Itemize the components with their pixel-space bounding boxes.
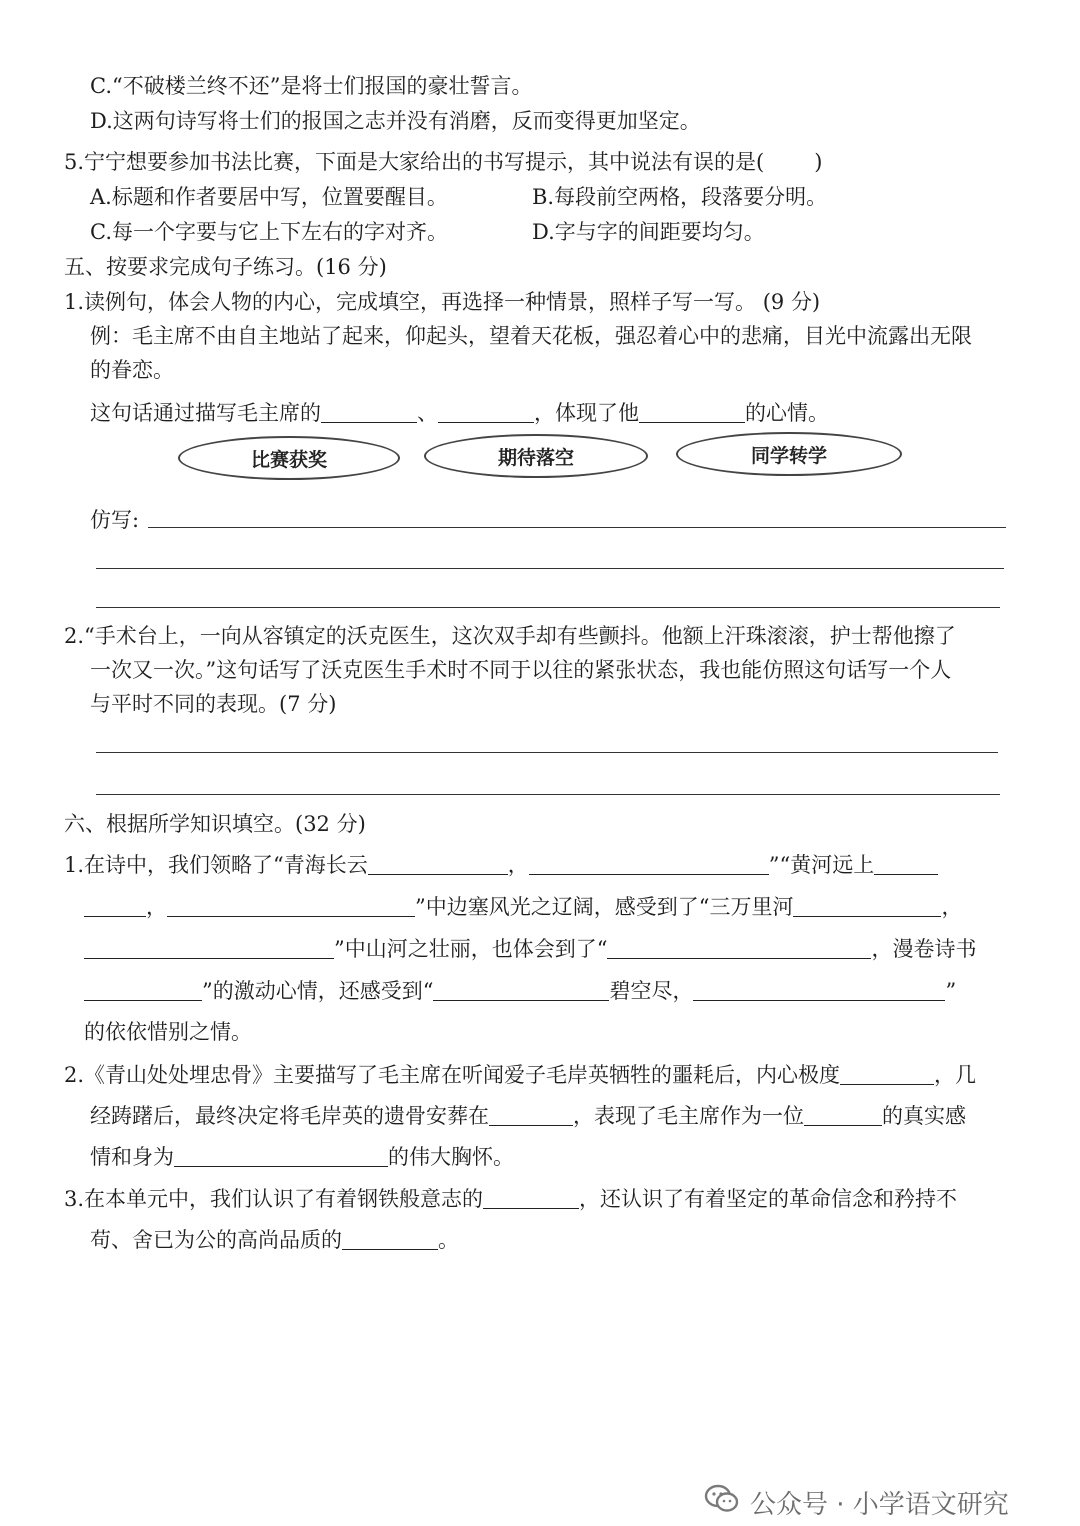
q5-option-c: C.每一个字要与它上下左右的字对齐。 [90, 220, 448, 244]
s6-q1-line3 [84, 934, 976, 963]
s6-q2-text-b: ，几 [934, 1063, 977, 1087]
answer-line-1[interactable] [96, 752, 998, 753]
s6-q3-line2 [90, 1225, 459, 1254]
s6-q3-text-c: 苟、舍已为公的高尚品质的 [90, 1228, 342, 1252]
imitate-line-1[interactable] [148, 527, 1006, 528]
s6-q1-text-h: ，漫卷诗书 [871, 937, 977, 961]
fill-blank-2[interactable] [438, 398, 534, 423]
s6-q2-line2 [90, 1101, 966, 1130]
s5-q1-example-line2: 的眷恋。 [90, 358, 174, 382]
s6-q2-blank-4[interactable] [174, 1142, 388, 1167]
s6-q1-blank-9[interactable] [84, 976, 202, 1001]
s6-q2-text-a: 2.《青山处处埋忠骨》主要描写了毛主席在听闻爱子毛岸英牺牲的噩耗后，内心极度 [64, 1063, 841, 1087]
s6-q1-text-c: ”“黄河远上 [768, 853, 875, 877]
s6-q3-text-b: ，还认识了有着坚定的革命信念和矜持不 [579, 1187, 958, 1211]
s6-q1-line1 [64, 850, 938, 879]
fill-text-1: 这句话通过描写毛主席的 [90, 401, 321, 425]
s6-q2-line3 [90, 1142, 514, 1171]
fill-separator: 、 [417, 401, 438, 425]
watermark-text: 公众号 · 小学语文研究 [750, 1489, 1009, 1520]
imitate-label: 仿写: [90, 508, 140, 532]
s6-q1-blank-11[interactable] [693, 976, 945, 1001]
q4-option-d: D.这两句诗写将士们的报国之志并没有消磨，反而变得更加坚定。 [90, 109, 701, 133]
scenario-oval-1[interactable]: 比赛获奖 [178, 436, 400, 480]
scenario-oval-2[interactable]: 期待落空 [424, 434, 648, 478]
s6-q1-blank-6[interactable] [793, 892, 941, 917]
answer-line-2[interactable] [96, 794, 1000, 795]
scenario-oval-3[interactable]: 同学转学 [676, 432, 902, 476]
s6-q1-line4 [84, 976, 956, 1005]
q5-option-a: A.标题和作者要居中写，位置要醒目。 [90, 185, 448, 209]
s6-q1-blank-5[interactable] [167, 892, 415, 917]
s6-q1-text-f: ， [941, 895, 963, 919]
s6-q3-text-a: 3.在本单元中，我们认识了有着钢铁般意志的 [64, 1187, 484, 1211]
s6-q2-blank-2[interactable] [489, 1101, 573, 1126]
s6-q2-text-d: ，表现了毛主席作为一位 [573, 1104, 804, 1128]
q5-option-d: D.字与字的间距要均匀。 [532, 220, 765, 244]
s6-q2-blank-3[interactable] [804, 1101, 882, 1126]
s5-q2-line3: 与平时不同的表现。(7 分) [90, 692, 337, 716]
imitate-line-2[interactable] [96, 568, 1004, 569]
s6-q1-text-j: 碧空尽， [609, 979, 694, 1003]
watermark [704, 1482, 1009, 1522]
s6-q1-text-g: ”中山河之壮丽，也体会到了“ [334, 937, 608, 961]
s6-q1-text-a: 1.在诗中，我们领略了“青海长云 [64, 853, 368, 877]
s6-q1-blank-8[interactable] [607, 934, 871, 959]
s6-q1-line5: 的依依惜别之情。 [84, 1020, 252, 1044]
section5-heading: 五、按要求完成句子练习。(16 分) [64, 255, 387, 279]
s6-q1-blank-10[interactable] [433, 976, 609, 1001]
s6-q1-blank-7[interactable] [84, 934, 334, 959]
s6-q2-blank-1[interactable] [840, 1060, 934, 1085]
s6-q1-text-e: ”中边塞风光之辽阔，感受到了“三万里河 [415, 895, 794, 919]
s6-q1-line2 [84, 892, 962, 921]
s6-q1-blank-1[interactable] [368, 850, 508, 875]
q5-stem [64, 148, 822, 176]
q4-option-c: C.“不破楼兰终不还”是将士们报国的豪壮誓言。 [90, 74, 533, 98]
q5-stem-text: 5.宁宁想要参加书法比赛，下面是大家给出的书写提示，其中说法有误的是( [64, 150, 765, 174]
s6-q3-blank-2[interactable] [342, 1225, 438, 1250]
s6-q1-blank-3[interactable] [874, 850, 938, 875]
s6-q1-text-d: ， [146, 895, 167, 919]
s6-q3-line1 [64, 1184, 957, 1213]
s6-q3-blank-1[interactable] [483, 1184, 579, 1209]
s6-q2-text-e: 的真实感 [882, 1104, 966, 1128]
s6-q2-text-g: 的伟大胸怀。 [388, 1145, 514, 1169]
fill-blank-3[interactable] [639, 398, 745, 423]
fill-text-2: ，体现了他 [534, 401, 639, 425]
section6-heading: 六、根据所学知识填空。(32 分) [64, 812, 366, 836]
s6-q1-text-b: ， [507, 853, 529, 877]
s6-q1-text-k: ” [945, 979, 957, 1003]
s6-q2-line1 [64, 1060, 976, 1089]
s6-q2-text-f: 情和身为 [90, 1145, 174, 1169]
s6-q3-text-d: 。 [438, 1228, 459, 1252]
s6-q1-blank-2[interactable] [529, 850, 769, 875]
q5-stem-close: ) [814, 150, 823, 174]
s5-q1-prompt: 1.读例句，体会人物的内心，完成填空，再选择一种情景，照样子写一写。 (9 分) [64, 290, 821, 314]
fill-text-3: 的心情。 [745, 401, 829, 425]
s6-q1-blank-4[interactable] [84, 892, 146, 917]
wechat-icon [704, 1483, 740, 1522]
s5-q1-fill-sentence [90, 398, 829, 427]
s5-q2-line2: 一次又一次。”这句话写了沃克医生手术时不同于以往的紧张状态，我也能仿照这句话写一个人 [90, 658, 952, 682]
s5-q1-example-line1: 例：毛主席不由自主地站了起来，仰起头，望着天花板，强忍着心中的悲痛，目光中流露出无限 [90, 324, 972, 348]
fill-blank-1[interactable] [321, 398, 417, 423]
s6-q1-text-i: ”的激动心情，还感受到“ [202, 979, 434, 1003]
q5-option-b: B.每段前空两格，段落要分明。 [532, 185, 828, 209]
imitate-line-3[interactable] [96, 607, 1000, 608]
s5-q2-line1: 2.“手术台上，一向从容镇定的沃克医生，这次双手却有些颤抖。他额上汗珠滚滚，护士帮他擦了 [64, 624, 956, 648]
s6-q2-text-c: 经踌躇后，最终决定将毛岸英的遗骨安葬在 [90, 1104, 489, 1128]
